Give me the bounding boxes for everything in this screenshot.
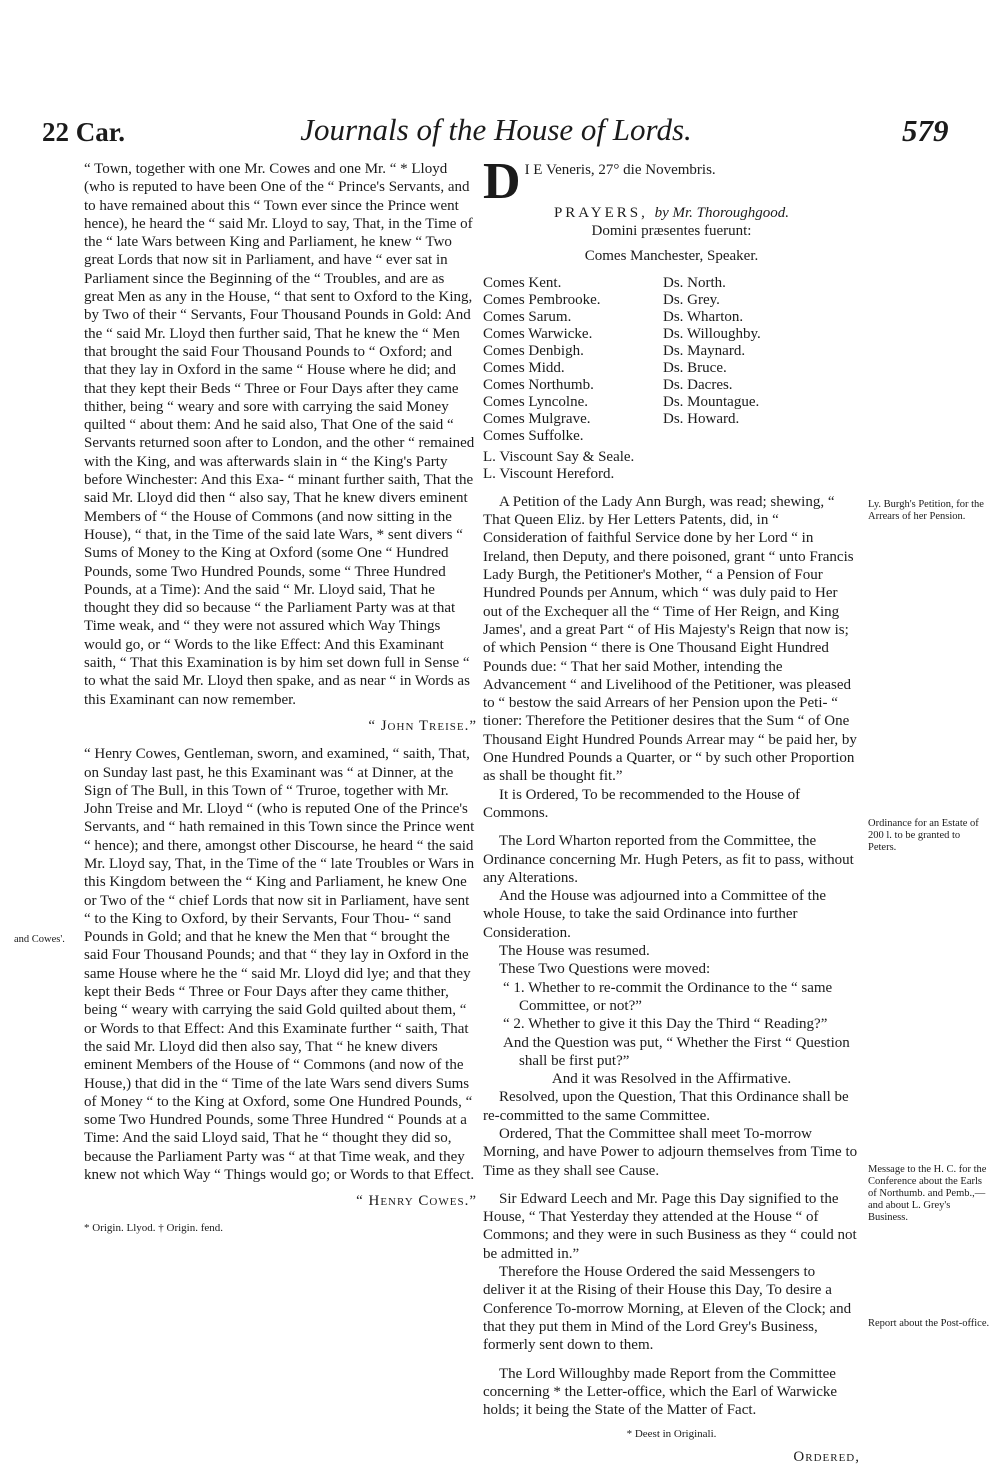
wharton-report: The Lord Wharton reported from the Committee, the Ordinance concerning Mr. Hugh Peters, as fit to pass, without any Alterations.	[483, 833, 854, 886]
earl-name: Comes Kent.	[483, 274, 562, 291]
leech-message: Sir Edward Leech and Mr. Page this Day signified to the House, “ That Yesterday they attended at the House “ of Commons; and they were in such Business as they “ could not be admitted in.”	[483, 1190, 857, 1262]
day-heading-text: I E Veneris, 27° die Novembris.	[524, 162, 716, 178]
ordered-committee: Ordered, That the Committee shall meet To-morrow Morning, and have Power to adjourn themselves from Time to Time as they shall see Cause.	[483, 1125, 858, 1179]
question-two: “ 2. Whether to give it this Day the Third “ Reading?”	[503, 1016, 828, 1033]
earl-name: Comes Midd.	[483, 359, 565, 376]
baron-name: Ds. Dacres.	[663, 376, 733, 393]
earl-name: Comes Sarum.	[483, 308, 572, 325]
resolved-affirmative: And it was Resolved in the Affirmative.	[551, 1071, 792, 1088]
house-ordered-conference: Therefore the House Ordered the said Messengers to deliver it at the Rising of their House this Day, To desire a Conference To-morrow Morning, at Eleven of the Clock; and that they put them in Mind of the Lord Grey's Business, formerly sent down to them.	[483, 1264, 852, 1354]
right-margin-note-message: Message to the H. C. for the Conference about the Earls of Northumb. and Pemb.,—and about L. Grey's Business.	[868, 1164, 987, 1223]
house-resumed: The House was resumed.	[499, 943, 650, 960]
viscount-name: L. Viscount Hereford.	[483, 465, 615, 482]
earls-list	[483, 275, 663, 445]
baron-name: Ds. Mountague.	[663, 393, 760, 410]
treise-signature: “ John Treise.”	[368, 717, 477, 734]
earl-name: Comes Pembrooke.	[483, 291, 601, 308]
left-column	[84, 160, 477, 1237]
baron-name: Ds. Bruce.	[663, 359, 727, 376]
baron-name: Ds. Grey.	[663, 291, 720, 308]
willoughby-report: The Lord Willoughby made Report from the Committee concerning * the Letter-office, which the Earl of Warwicke holds; it being the State of the Matter of Fact.	[483, 1365, 838, 1419]
resolved-recommit: Resolved, upon the Question, That this Ordinance shall be re-committed to the same Committee.	[483, 1089, 849, 1124]
lords-present-list	[483, 275, 860, 445]
right-margin-note-post-office: Report about the Post-office.	[868, 1318, 990, 1329]
barons-list	[663, 275, 761, 445]
present-heading: Domini præsentes fuerunt:	[591, 223, 752, 240]
baron-name: Ds. North.	[663, 274, 726, 291]
earl-name: Comes Mulgrave.	[483, 410, 591, 427]
earl-name: Comes Suffolke.	[483, 427, 584, 444]
baron-name: Ds. Wharton.	[663, 308, 744, 325]
baron-name: Ds. Maynard.	[663, 342, 746, 359]
earl-name: Comes Northumb.	[483, 376, 594, 393]
petition-order: It is Ordered, To be recommended to the House of Commons.	[483, 786, 801, 821]
cowes-examination-text: “ Henry Cowes, Gentleman, sworn, and examined, “ saith, That, on Sunday last past, he this Examinant was “ at Dinner, at the Sign of The Bull, in this Town of “ Truroe, together with Mr. John Treise and Mr. Lloyd “ (who is reputed One of the Prince's Servants, and “ hath remained in this Town since the Prince went “ hence); and there, amongst other Discourse, he heard “ the said Mr. Lloyd say, That, in the Time of the “ late Troubles or Wars in this Kingdom between the “ King and Parliament, he knew One or Two of the “ chief Lords that now sit in Parliament, have sent “ to the King to Oxford, by their Servants, Four Thou- “ sand Pounds in Gold; and that he knew the Men that “ brought the said Four Thousand Pounds; and that “ they lay in Oxford in the same House where he the “ said Mr. Lloyd did lye; and that they kept their Beds “ Three or Four Days after they came thither, being “ weary with carrying the said Gold quilted about them, “ or Words to that Effect: And this Examinate further “ saith, That the said Mr. Lloyd did then also say, That “ he knew divers eminent Members of the House of “ Commons (and now of the House,) that did in the “ Time of the late Wars send divers Sums of Money “ to the King at Oxford, some One Hundred Pounds, “ some Two Hundred Pounds, some Three Hundred “ Pounds at a Time: And the said Lloyd said, That he “ thought they did so, because the Parliament Party was “ at that Time weak, and they knew not which Way “ Things would go; or Words to that Effect.	[84, 746, 475, 1184]
viscount-name: L. Viscount Say & Seale.	[483, 448, 635, 465]
right-margin-note-ordinance: Ordinance for an Estate of 200 l. to be granted to Peters.	[868, 818, 979, 853]
right-margin-note-petition: Ly. Burgh's Petition, for the Arrears of her Pension.	[868, 499, 984, 522]
cowes-signature: “ Henry Cowes.”	[356, 1193, 477, 1210]
prayers-by: by Mr. Thoroughgood.	[654, 205, 790, 221]
header-left: 22 Car.	[42, 117, 126, 147]
page-number: 579	[902, 113, 949, 148]
earl-name: Comes Warwicke.	[483, 325, 593, 342]
prayers-label: PRAYERS,	[553, 205, 648, 221]
left-margin-note-cowes: and Cowes'.	[14, 934, 65, 945]
right-column	[483, 153, 860, 1466]
right-footnote: * Deest in Originali.	[626, 1428, 717, 1441]
questions-moved: These Two Questions were moved:	[499, 961, 711, 978]
house-adjourned: And the House was adjourned into a Committee of the whole House, to take the said Ordinance into further Consideration.	[483, 888, 827, 941]
earl-name: Comes Denbigh.	[483, 342, 584, 359]
catchword: Ordered,	[793, 1448, 860, 1465]
burgh-petition: A Petition of the Lady Ann Burgh, was read; shewing, “ That Queen Eliz. by Her Letters Patents, did, in “ Consideration of faithful Service done by her Lord “ in Ireland, then Deputy, and there poisoned, grant “ unto Francis Lady Burgh, the Petitioner's Mother, “ a Pension of Four Hundred Pounds per Annum, which “ was duly paid to Her out of the Exchequer all the “ Time of Her Reign, and King James', and a great Part “ of His Majesty's Reign that now is; of which Pension “ there is One Thousand Eight Hundred Pounds due: “ That her said Mother, intending the Advancement “ and Livelihood of the Petitioner, was pleased to “ bestow the said Arrears of her Pension upon the Peti- “ tioner: Therefore the Petitioner desires that the Sum “ of One Thousand Eight Hundred Pounds Arrear may “ be paid her, by One Hundred Pounds a Quarter, or “ by such other Proportion as shall be thought fit.”	[483, 493, 857, 785]
question-put: And the Question was put, “ Whether the First “ Question shall be first put?”	[503, 1034, 850, 1069]
day-heading	[483, 153, 860, 210]
question-one: “ 1. Whether to re-commit the Ordinance to the “ same Committee, or not?”	[503, 979, 833, 1014]
baron-name: Ds. Howard.	[663, 410, 740, 427]
treise-examination-text: “ Town, together with one Mr. Cowes and one Mr. “ * Lloyd (who is reputed to have been One of the “ Prince's Servants, and to have remained about this “ Town ever since the Prince went hence), he heard the “ said Mr. Lloyd to say, That, in the Time of the “ late Wars between King and Parliament, he knew “ Two great Lords that now sit in Parliament, and have “ ever sat in Parliament since the Beginning of the “ Troubles, and are as great Men as any in the House, “ that sent to Oxford to the King, by Two of their “ Servants, Four Thousand Pounds in Gold: And the “ said Mr. Lloyd then further said, That he knew the “ Men that brought the said Four Thousand Pounds to “ Oxford; and that they lay in Oxford in the same “ House where he did; and that they kept their Beds “ Three or Four Days after they came thither, being “ weary and sore with carrying the said Money quilted “ about them: And he said also, That One of the said “ Servants returned soon after to London, and the other “ remained with the King, and was afterwards slain in “ the King's Party before Winchester: And this Exa- “ minant further saith, That the said Mr. Lloyd did then “ also say, That he knew divers eminent Members of “ the House of Commons (and now sitting in the House), “ that, in the Time of the said late Wars, * sent divers “ Sums of Money to the King at Oxford (some One “ Hundred Pounds, some Two Hundred Pounds, some “ Three Hundred Pounds, at a Time): And the said “ Mr. Lloyd said, That he thought they did so because “ the Parliament Party was at that Time weak, and “ they were not assured which Way Things would go, or “ Words to the like Effect: And this Examinant saith, “ That this Examination is by him set down full in Sense “ to what the said Mr. Lloyd then spake, and as near “ in Words as this Examinant can now remember.	[84, 161, 475, 708]
page-title: Journals of the House of Lords.	[300, 112, 692, 147]
viscounts-list	[483, 449, 860, 483]
drop-capital: D	[483, 153, 521, 210]
prayers-line	[483, 204, 860, 222]
speaker-line: Comes Manchester, Speaker.	[584, 247, 759, 264]
baron-name: Ds. Willoughby.	[663, 325, 761, 342]
earl-name: Comes Lyncolne.	[483, 393, 588, 410]
left-footnotes: * Origin. Llyod. † Origin. fend.	[84, 1221, 224, 1234]
